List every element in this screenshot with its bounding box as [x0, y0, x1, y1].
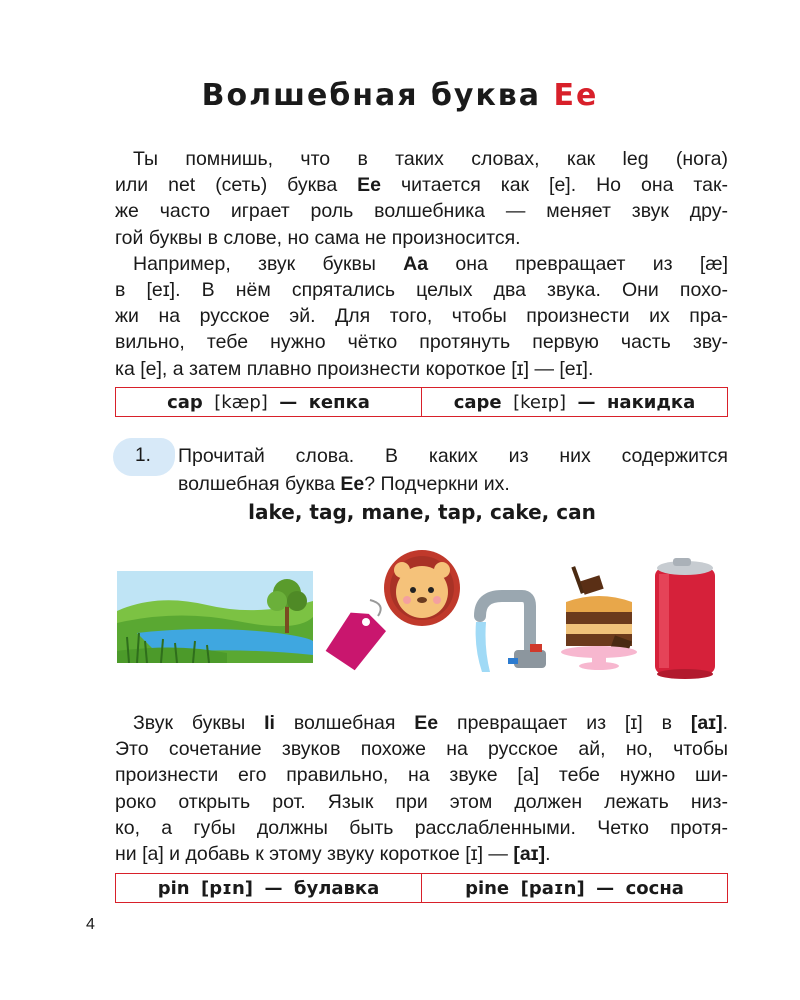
text-line: ко, а губы должны быть расслабленными. Четко протя- [115, 816, 728, 839]
table-cell: pin [pɪn] — булавка [157, 877, 380, 899]
title-main: Волшебная буква [201, 78, 542, 113]
text-line: Прочитай слова. В каких из них содержится [178, 445, 728, 467]
lake-landscape-image [117, 571, 313, 663]
text-line: вильно, тебе нужно чётко протянуть первую часть зву- [115, 331, 728, 354]
intro-text [115, 146, 728, 382]
text-line: роко открыть рот. Язык при этом должен лежать низ- [115, 790, 728, 813]
text-line: Например, звук буквы Aa она превращает из [æ] [133, 252, 728, 275]
task-number: 1. [135, 445, 151, 466]
text-line: гой буквы в слове, но сама не произносится. [115, 226, 521, 249]
task-text [178, 442, 728, 498]
text-line: же часто играет роль волшебника — меняет звук дру- [115, 200, 728, 223]
title-accent: Ee [553, 78, 599, 113]
page-title [0, 78, 800, 113]
text-line: в [eɪ]. В нём спрятались целых два звука. Они похо- [115, 278, 728, 301]
page-number: 4 [86, 916, 95, 933]
text-line: произнести его правильно, на звуке [a] тебе нужно ши- [115, 764, 728, 787]
text-line: или net (сеть) буква Ee читается как [e]. Но она так- [115, 174, 728, 197]
soda-can-image [649, 556, 721, 680]
word-list: lake, tag, mane, tap, cake, can [248, 500, 596, 524]
task-number-badge [113, 438, 175, 476]
text-line: жи на русское эй. Для того, чтобы произнести их пра- [115, 305, 728, 328]
text-line: Это сочетание звуков похоже на русское ай, но, чтобы [115, 738, 728, 761]
text-line: ни [a] и добавь к этому звуку короткое [ɪ] — [aɪ]. [115, 842, 551, 865]
text-line: Звук буквы Ii волшебная Ee превращает из [ɪ] в [aɪ]. [133, 712, 728, 734]
cake-image [556, 562, 642, 672]
word-table-2 [115, 873, 728, 903]
text-line: Ты помнишь, что в таких словах, как leg (нога) [133, 148, 728, 170]
word-table-1 [115, 387, 728, 417]
lion-mane-image [382, 548, 462, 626]
p3-text [115, 710, 728, 867]
text-line: волшебная буква Ee? Подчеркни их. [178, 473, 510, 495]
table-cell: pine [paɪn] — сосна [421, 874, 727, 902]
text-line: ка [e], а затем плавно произнести короткое [ɪ] — [eɪ]. [115, 357, 594, 380]
table-cell: cape [keɪp] — накидка [421, 388, 727, 416]
table-cell: cap [kæp] — кепка [167, 391, 370, 413]
water-tap-image [470, 588, 550, 676]
tag-label-image [320, 590, 390, 675]
